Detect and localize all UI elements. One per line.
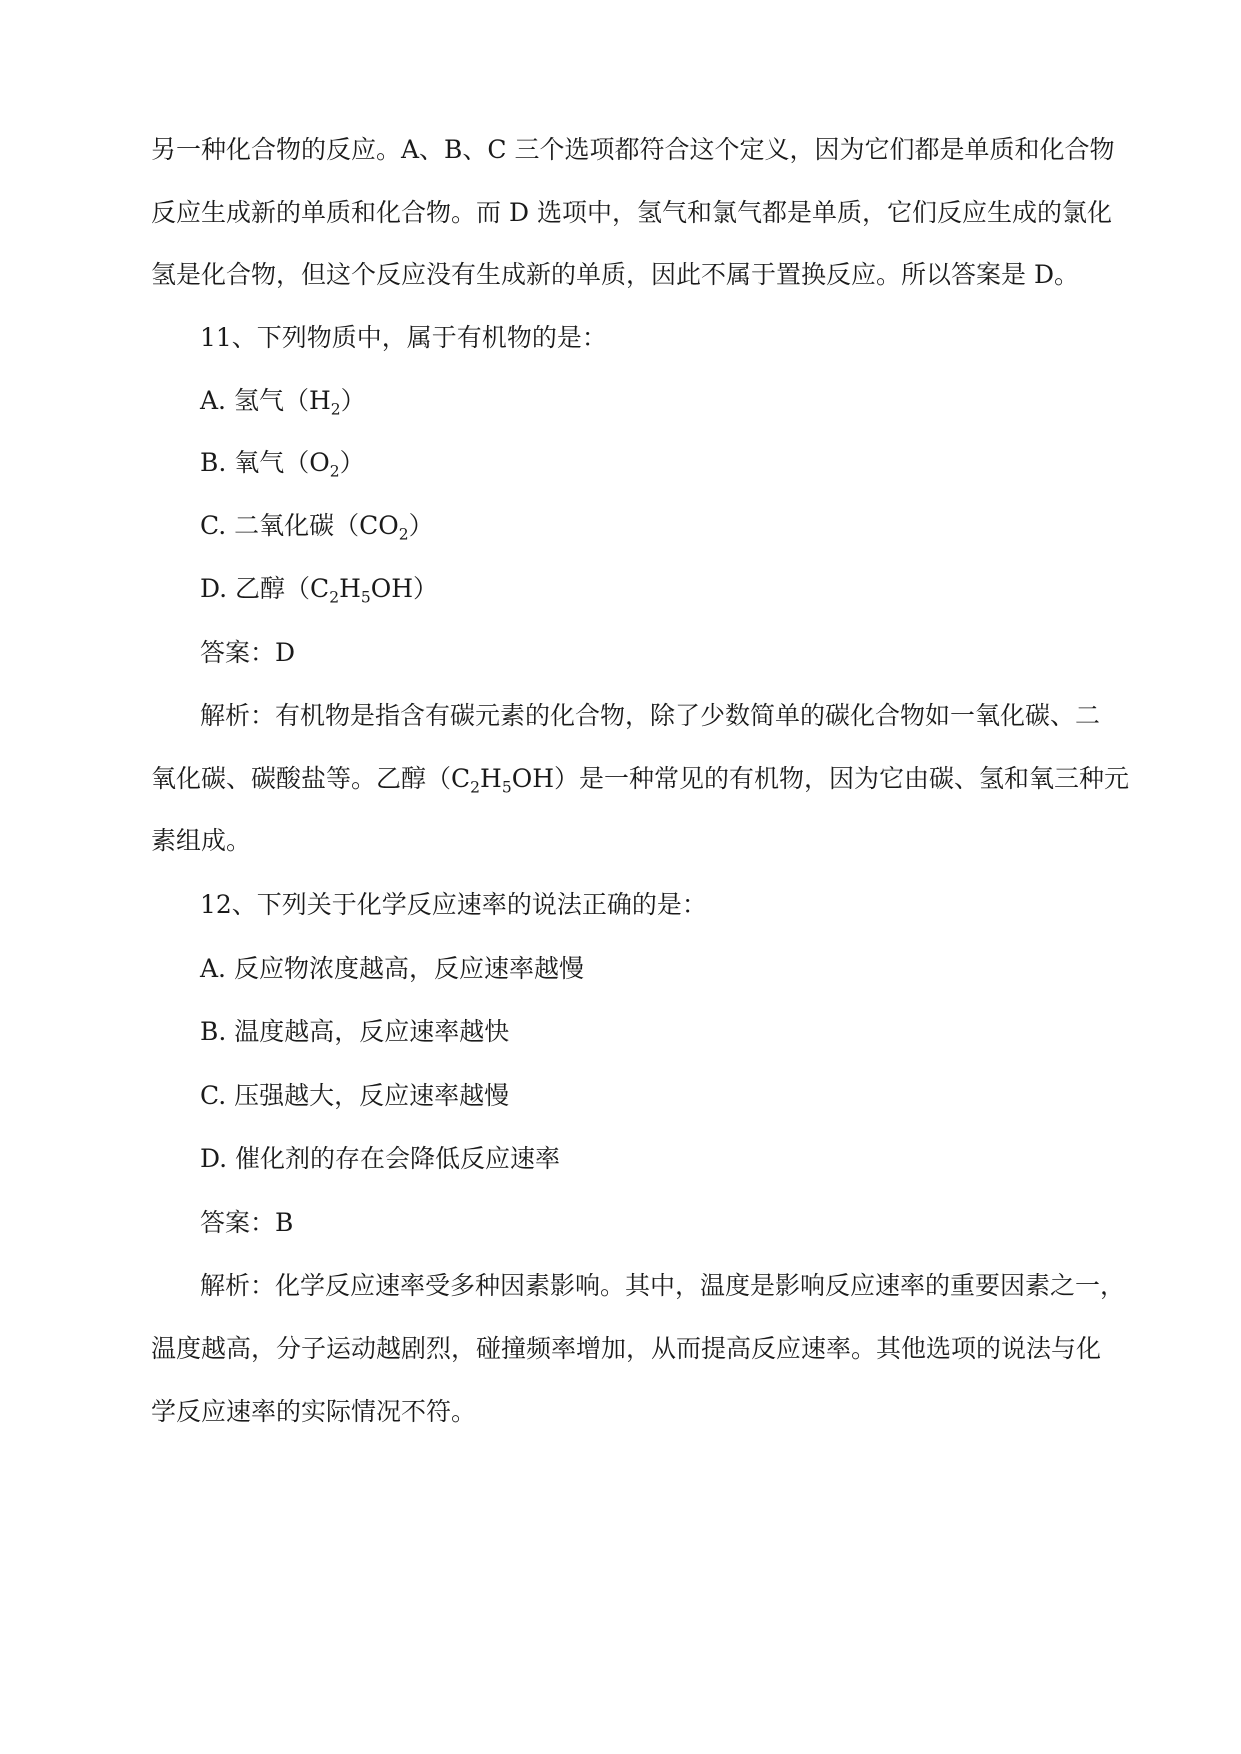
q12-option-d: D. 催化剂的存在会降低反应速率 <box>200 1144 561 1173</box>
q11-option-b: B. 氧气$(O_2)$ <box>200 448 365 481</box>
intro-line-3: 氢是化合物，但这个反应没有生成新的单质，因此不属于置换反应。所以答案是 D。 <box>151 260 1079 289</box>
q11-answer: 答案：D <box>200 638 296 667</box>
q12-analysis-line-1: 解析：化学反应速率受多种因素影响。其中，温度是影响反应速率的重要因素之一， <box>200 1271 1126 1300</box>
q12-analysis-line-3: 学反应速率的实际情况不符。 <box>151 1397 477 1426</box>
q11-analysis-line-1: 解析：有机物是指含有碳元素的化合物，除了少数简单的碳化合物如一氧化碳、二 <box>200 701 1101 730</box>
q11-option-c: C. 二氧化碳$(CO_2)$ <box>200 511 434 544</box>
q12-option-c: C. 压强越大，反应速率越慢 <box>200 1081 510 1110</box>
q12-option-a: A. 反应物浓度越高，反应速率越慢 <box>200 954 584 983</box>
question-12: 12、下列关于化学反应速率的说法正确的是： <box>200 890 707 919</box>
q11-option-a: A. 氢气$(H_2)$ <box>200 386 366 419</box>
q12-answer: 答案：B <box>200 1208 294 1237</box>
q11-option-d: D. 乙醇$(C_2H_5OH)$ <box>200 574 439 607</box>
q11-analysis-line-2: 氧化碳、碳酸盐等。乙醇$(C_2H_5OH)$是一种常见的有机物，因为它由碳、氢和氧三种元 <box>151 764 1130 797</box>
q12-analysis-line-2: 温度越高，分子运动越剧烈，碰撞频率增加，从而提高反应速率。其他选项的说法与化 <box>151 1334 1102 1363</box>
intro-line-1: 另一种化合物的反应。A、B、C 三个选项都符合这个定义，因为它们都是单质和化合物 <box>151 135 1115 164</box>
q12-option-b: B. 温度越高，反应速率越快 <box>200 1017 510 1046</box>
q11-analysis-line-3: 素组成。 <box>151 826 252 855</box>
question-11: 11、下列物质中，属于有机物的是： <box>200 323 607 352</box>
intro-line-2: 反应生成新的单质和化合物。而 D 选项中，氢气和氯气都是单质，它们反应生成的氯化 <box>151 198 1112 227</box>
